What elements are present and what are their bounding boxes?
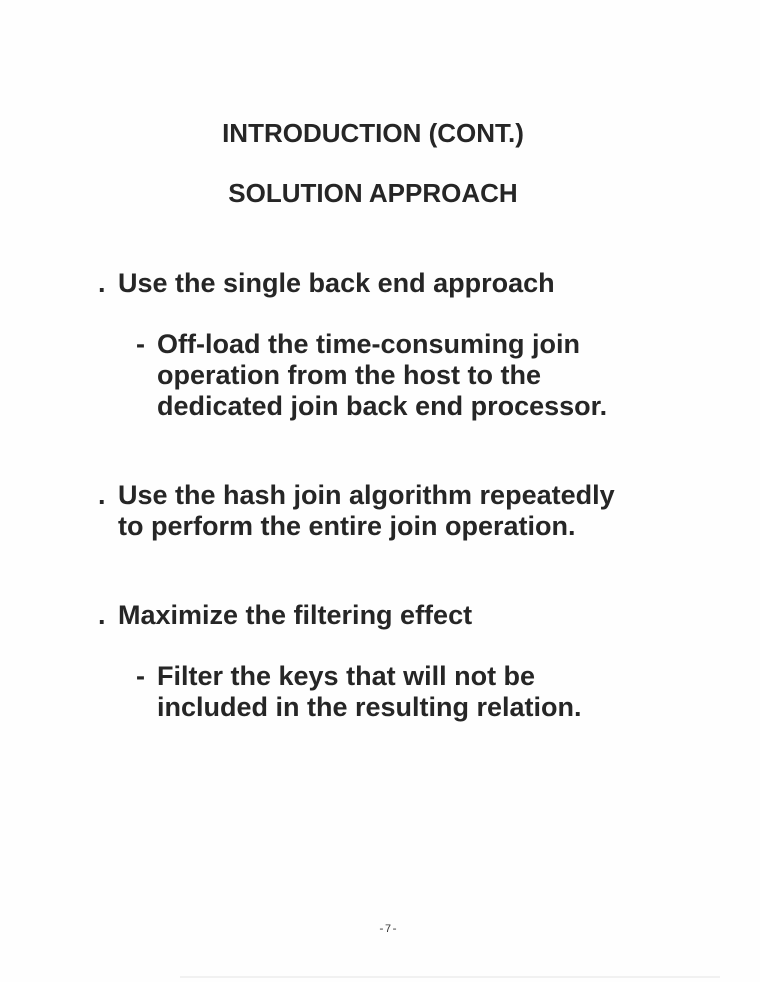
sub-bullet-marker: - xyxy=(136,661,145,691)
bullet-item-2 xyxy=(96,480,696,542)
sub-bullet-text: dedicated join back end processor. xyxy=(157,391,608,421)
page-title: INTRODUCTION (CONT.) xyxy=(222,118,524,148)
sub-bullet-text: Off-load the time-consuming join xyxy=(157,329,580,359)
sub-bullet-line xyxy=(136,360,696,391)
bullet-line xyxy=(96,600,696,631)
sub-bullet-line xyxy=(136,329,696,360)
section-subtitle: SOLUTION APPROACH xyxy=(228,178,518,208)
bullet-marker: . xyxy=(98,480,106,510)
bullet-marker: . xyxy=(98,600,106,630)
bullet-text: Use the single back end approach xyxy=(118,268,555,298)
bullet-line xyxy=(96,480,696,511)
sub-bullet-text: included in the resulting relation. xyxy=(157,692,582,722)
bullet-line xyxy=(96,268,696,299)
bullet-marker: . xyxy=(98,268,106,298)
sub-bullet-marker: - xyxy=(136,329,145,359)
bullet-item-3 xyxy=(96,600,696,631)
sub-bullet-item-1 xyxy=(136,329,696,422)
page-number: -7- xyxy=(378,924,398,936)
bullet-text: Maximize the filtering effect xyxy=(118,600,473,630)
sub-bullet-line xyxy=(136,692,696,723)
bullet-line xyxy=(96,511,696,542)
bullet-text: Use the hash join algorithm repeatedly xyxy=(118,480,615,510)
sub-bullet-item-3 xyxy=(136,661,696,723)
sub-bullet-line xyxy=(136,661,696,692)
sub-bullet-text: operation from the host to the xyxy=(157,360,541,390)
bullet-text: to perform the entire join operation. xyxy=(118,511,576,541)
sub-bullet-text: Filter the keys that will not be xyxy=(157,661,536,691)
bullet-item-1 xyxy=(96,268,696,299)
scan-edge-divider xyxy=(180,976,720,978)
sub-bullet-line xyxy=(136,391,696,422)
